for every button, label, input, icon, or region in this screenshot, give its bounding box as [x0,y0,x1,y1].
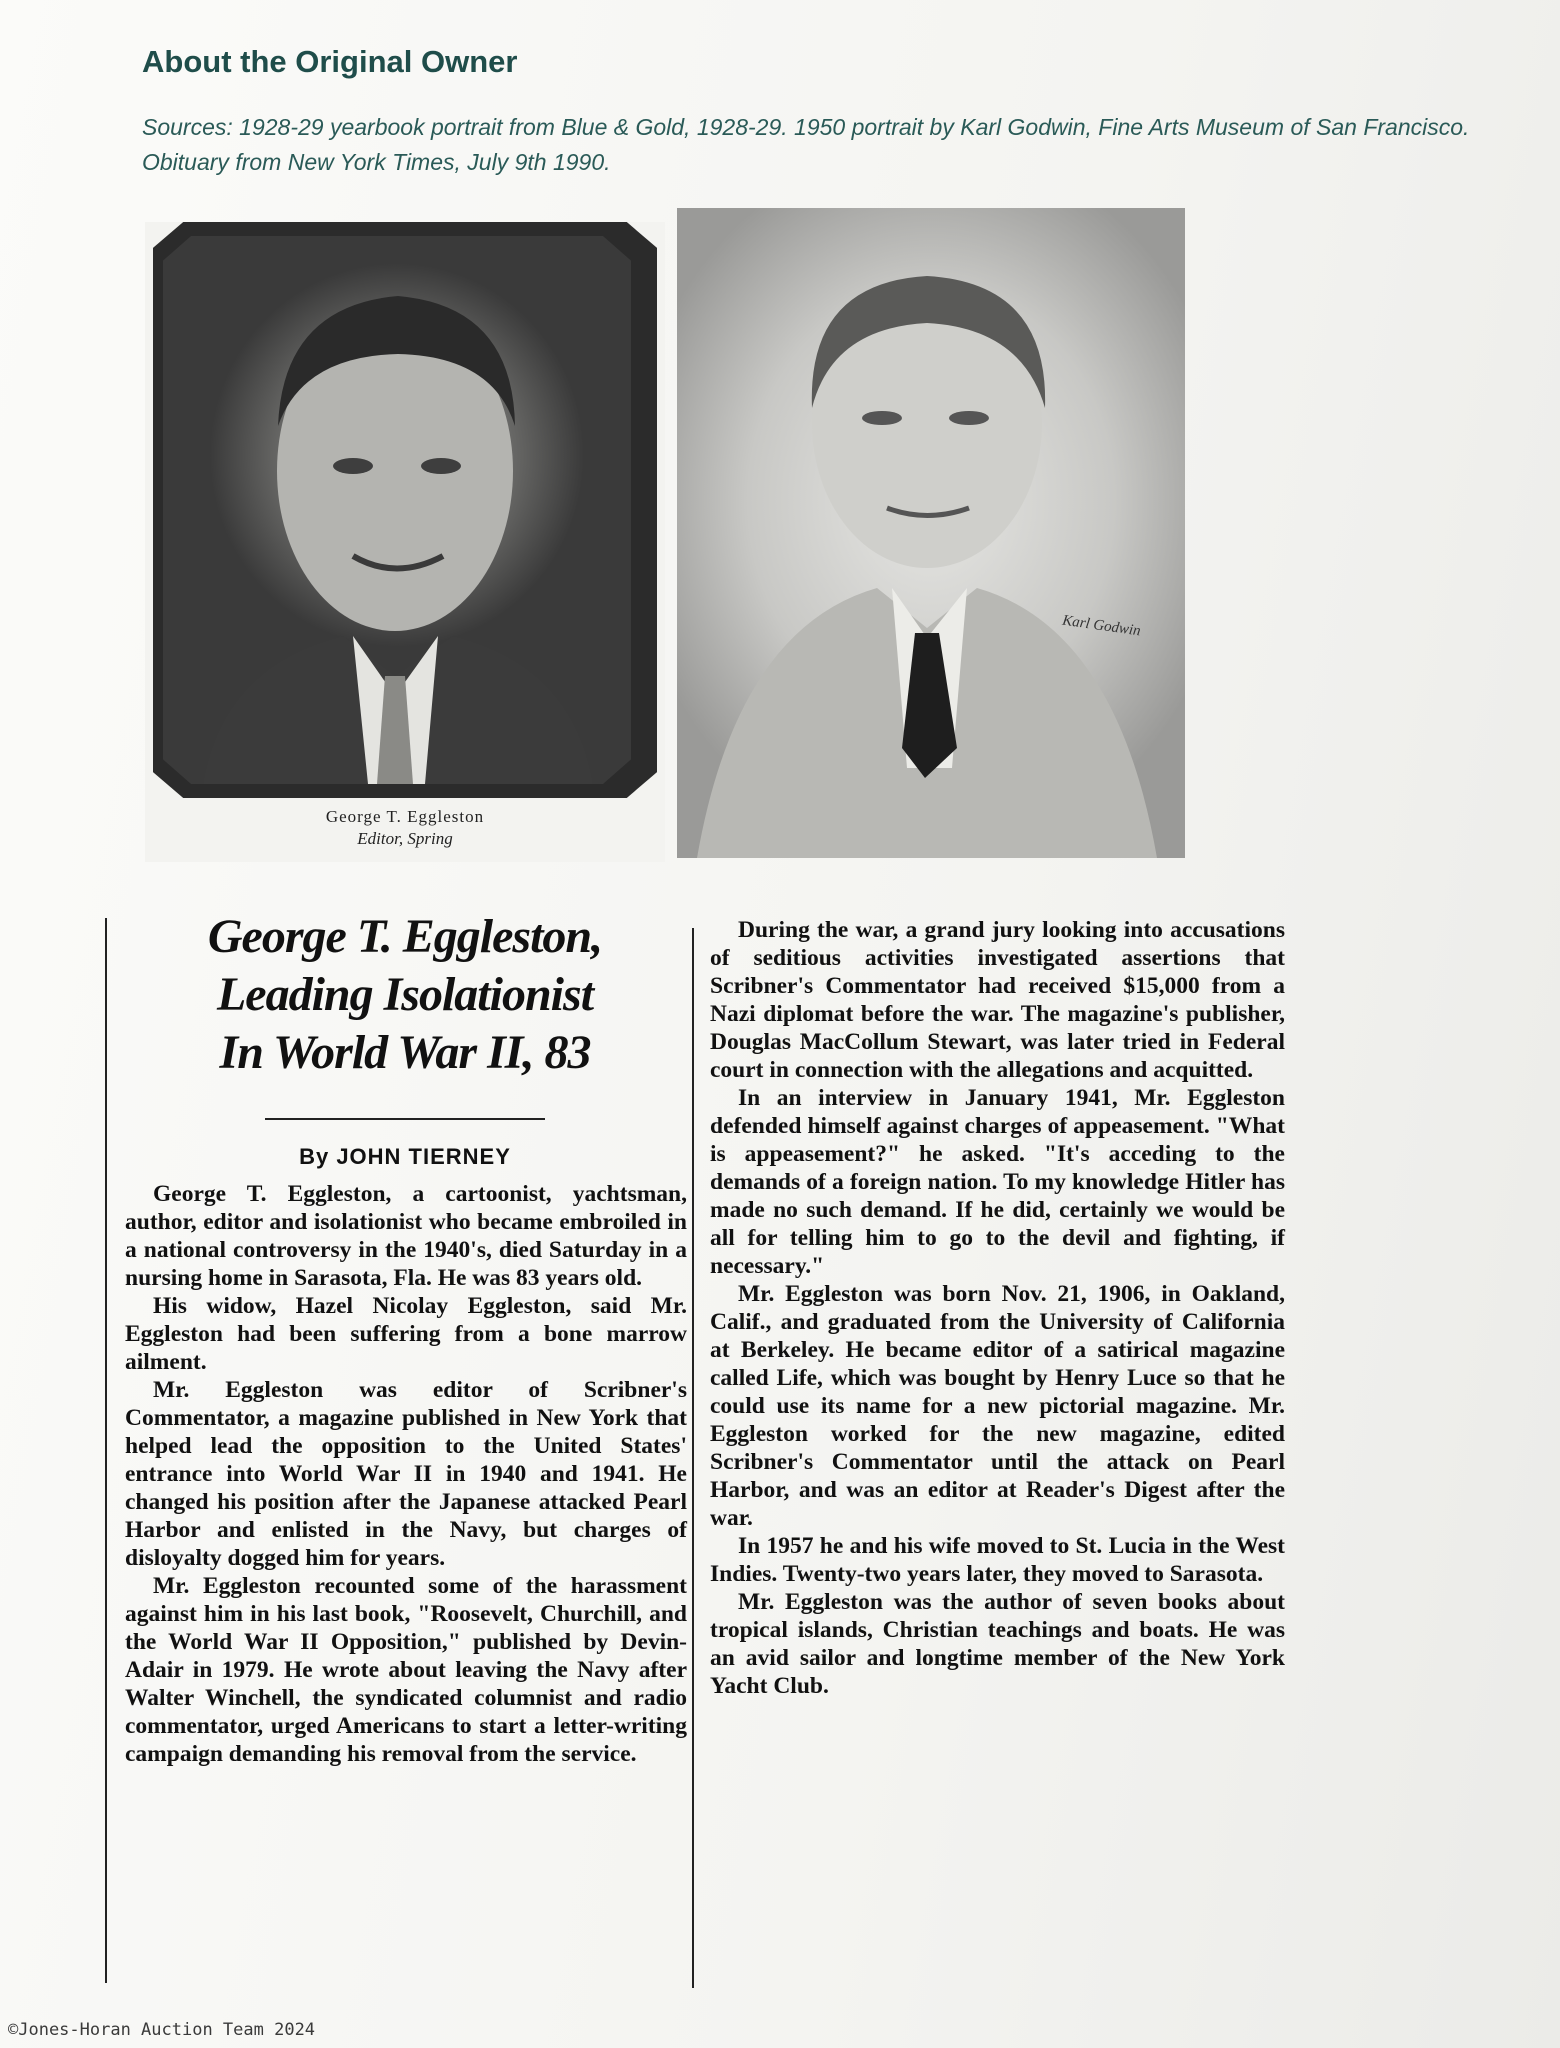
obituary-article [105,898,1290,1998]
article-column-right [710,916,1285,1700]
headline-line: Leading Isolationist [216,968,594,1021]
article-paragraph: His widow, Hazel Nicolay Eggleston, said Mr. Eggleston had been suffering from a bone marrow ailment. [125,1293,687,1375]
article-paragraph: Mr. Eggleston was editor of Scribner's Commentator, a magazine published in New York that helped lead the opposition to the United States' entrance into World War II in 1940 and 1941. He changed his position after the Japanese attacked Pearl Harbor and enlisted in the Navy, but charges of disloyalty dogged him for years. [125,1377,687,1571]
headline-line: In World War II, 83 [219,1026,591,1079]
column-rule [692,928,694,1988]
article-paragraph: During the war, a grand jury looking into accusations of seditious activities investigated assertions that Scribner's Commentator had received $15,000 from a Nazi diplomat before the war. The magazine's publisher, Douglas MacCollum Stewart, was later tried in Federal court in connection with the allegations and acquitted. [710,917,1285,1083]
section-title: About the Original Owner [142,44,518,79]
headline-line: George T. Eggleston, [207,910,603,963]
headline-rule [265,1118,545,1120]
article-paragraph: In an interview in January 1941, Mr. Eggleston defended himself against charges of appeasement. "What is appeasement?" he asked. "It's acceding to the demands of a foreign nation. To my knowledge Hitler has made no such demand. If he did, certainly we would be all for telling him to go to the devil and fighting, if necessary." [710,1085,1285,1279]
article-paragraph: Mr. Eggleston was born Nov. 21, 1906, in Oakland, Calif., and graduated from the University of California at Berkeley. He became editor of a satirical magazine called Life, which was bought by Henry Luce so that he could use its name for a new pictorial magazine. Mr. Eggleston worked for the new magazine, edited Scribner's Commentator until the attack on Pearl Harbor, and was an editor at Reader's Digest after the war. [710,1281,1285,1531]
article-paragraph: George T. Eggleston, a cartoonist, yachtsman, author, editor and isolationist who became embroiled in a national controversy in the 1940's, died Saturday in a nursing home in Sarasota, Fla. He was 83 years old. [125,1181,687,1291]
sources-note: Sources: 1928-29 yearbook portrait from Blue & Gold, 1928-29. 1950 portrait by Karl Godwin, Fine Arts Museum of San Francisco. Obituary from New York Times, July 9th 1990. [142,114,1470,175]
portrait-caption-role: Editor, Spring [357,829,453,848]
article-column-left [125,1180,687,1768]
painted-portrait [677,208,1185,858]
portrait-caption-name: George T. Eggleston [325,807,485,826]
yearbook-photo [163,236,631,784]
byline: By JOHN TIERNEY [299,1144,511,1169]
article-paragraph: Mr. Eggleston recounted some of the harassment against him in his last book, "Roosevelt, Churchill, and the World War II Opposition," published by Devin-Adair in 1979. He wrote about leaving the Navy after Walter Winchell, the syndicated columnist and radio commentator, urged Americans to start a letter-writing campaign demanding his removal from the service. [125,1573,687,1767]
yearbook-portrait [145,222,665,862]
column-rule [105,918,107,1983]
painted-figure-icon [677,208,1185,858]
portrait-figure-icon [163,236,631,784]
article-paragraph: Mr. Eggleston was the author of seven books about tropical islands, Christian teachings and boats. He was an avid sailor and longtime member of the New York Yacht Club. [710,1589,1285,1699]
article-paragraph: In 1957 he and his wife moved to St. Lucia in the West Indies. Twenty-two years later, they moved to Sarasota. [710,1533,1285,1587]
artist-signature: Karl Godwin [1061,612,1142,640]
copyright-watermark: ©Jones-Horan Auction Team 2024 [8,2020,316,2040]
article-headline [125,908,685,1082]
